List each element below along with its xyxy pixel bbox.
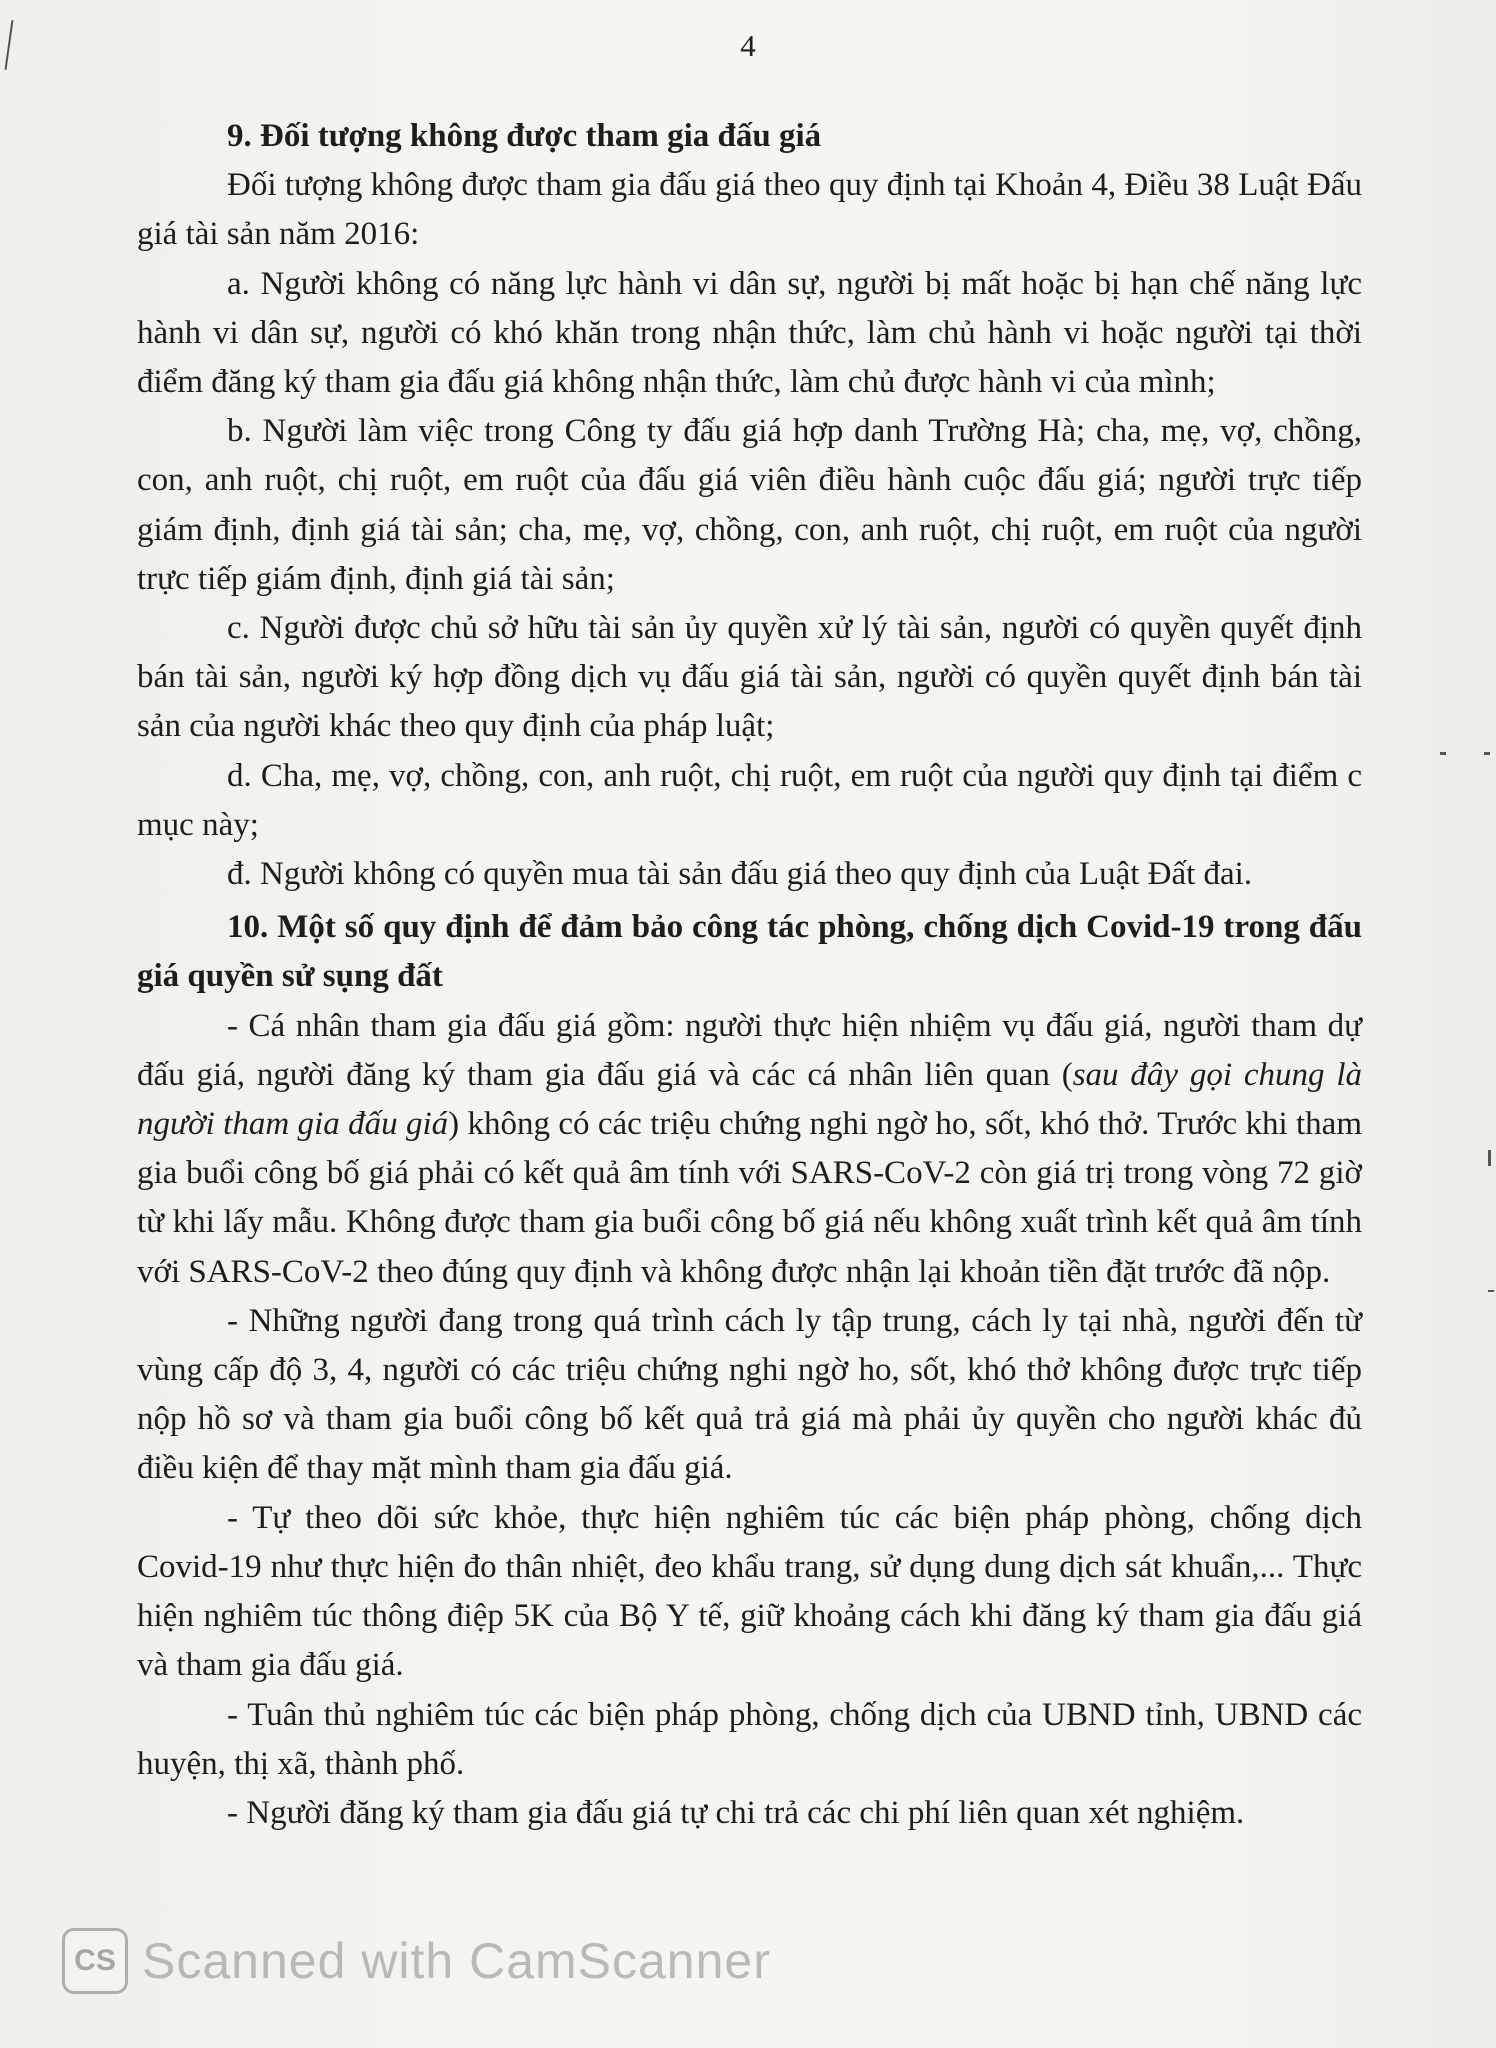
camscanner-watermark [62, 1930, 771, 1992]
section-9-heading: 9. Đối tượng không được tham gia đấu giá [227, 118, 822, 154]
section-10-paragraph-1 [137, 1002, 1362, 1297]
scan-edge-mark [1484, 752, 1490, 755]
scan-edge-mark [1488, 1290, 1494, 1292]
camscanner-logo-icon: CS [62, 1928, 128, 1994]
section-9-intro: Đối tượng không được tham gia đấu giá theo quy định tại Khoản 4, Điều 38 Luật Đấu giá tài sản năm 2016: [137, 167, 1362, 253]
paragraph-text: - Cá nhân tham gia đấu giá gồm: người thực hiện nhiệm vụ đấu giá, người tham dự đấu giá, người đăng ký tham gia đấu giá và các cá nhân liên quan ( [137, 1007, 1362, 1093]
scan-edge-mark [1440, 752, 1446, 755]
section-10-paragraph-5: - Người đăng ký tham gia đấu giá tự chi trả các chi phí liên quan xét nghiệm. [227, 1794, 1245, 1831]
section-10-heading: 10. Một số quy định để đảm bảo công tác phòng, chống dịch Covid-19 trong đấu giá quyền sử sụng đất [137, 909, 1362, 995]
watermark-text: Scanned with CamScanner [142, 1933, 771, 1989]
section-9-item-a: a. Người không có năng lực hành vi dân sự, người bị mất hoặc bị hạn chế năng lực hành vi dân sự, người có khó khăn trong nhận thức, làm chủ hành vi hoặc người tại thời điểm đăng ký tham gia đấu giá không nhận thức, làm chủ được hành vi của mình; [137, 265, 1362, 401]
section-10-paragraph-2: - Những người đang trong quá trình cách ly tập trung, cách ly tại nhà, người đến từ vùng cấp độ 3, 4, người có các triệu chứng nghi ngờ ho, sốt, khó thở không được trực tiếp nộp hồ sơ và tham gia buổi công bố kết quả trả giá mà phải ủy quyền cho người khác đủ điều kiện để thay mặt mình tham gia đấu giá. [137, 1302, 1362, 1487]
section-10-paragraph-3: - Tự theo dõi sức khỏe, thực hiện nghiêm túc các biện pháp phòng, chống dịch Covid-19 như thực hiện đo thân nhiệt, đeo khẩu trang, sử dụng dung dịch sát khuẩn,... Thực hiện nghiêm túc thông điệp 5K của Bộ Y tế, giữ khoảng cách khi đăng ký tham gia đấu giá và tham gia đấu giá. [137, 1499, 1362, 1684]
section-9-item-d: d. Cha, mẹ, vợ, chồng, con, anh ruột, chị ruột, em ruột của người quy định tại điểm c mục này; [137, 757, 1362, 843]
paragraph-text: ) không có các triệu chứng nghi ngờ ho, sốt, khó thở. Trước khi tham gia buổi công bố giá phải có kết quả âm tính với SARS-CoV-2 còn giá trị trong vòng 72 giờ từ khi lấy mẫu. Không được tham gia buổi công bố giá nếu không xuất trình kết quả âm tính với SARS-CoV-2 theo đúng quy định và không được nhận lại khoản tiền đặt trước đã nộp. [137, 1106, 1362, 1290]
scan-edge-mark [1488, 1150, 1491, 1166]
page-number: 4 [740, 28, 756, 63]
section-9-item-c: c. Người được chủ sở hữu tài sản ủy quyền xử lý tài sản, người có quyền quyết định bán tài sản, người ký hợp đồng dịch vụ đấu giá tài sản, người có quyền quyết định bán tài sản của người khác theo quy định của pháp luật; [137, 610, 1362, 745]
section-9-item-dd: đ. Người không có quyền mua tài sản đấu giá theo quy định của Luật Đất đai. [227, 856, 1253, 893]
section-10-paragraph-4: - Tuân thủ nghiêm túc các biện pháp phòng, chống dịch của UBND tỉnh, UBND các huyện, thị xã, thành phố. [137, 1696, 1362, 1782]
section-9-item-b: b. Người làm việc trong Công ty đấu giá hợp danh Trường Hà; cha, mẹ, vợ, chồng, con, anh ruột, chị ruột, em ruột của đấu giá viên điều hành cuộc đấu giá; người trực tiếp giám định, định giá tài sản; cha, mẹ, vợ, chồng, con, anh ruột, chị ruột, em ruột của người trực tiếp giám định, định giá tài sản; [137, 413, 1362, 597]
italic-definition: sau đây gọi chung là người tham gia đấu giá [137, 1056, 1362, 1143]
document-body [137, 112, 1362, 1838]
